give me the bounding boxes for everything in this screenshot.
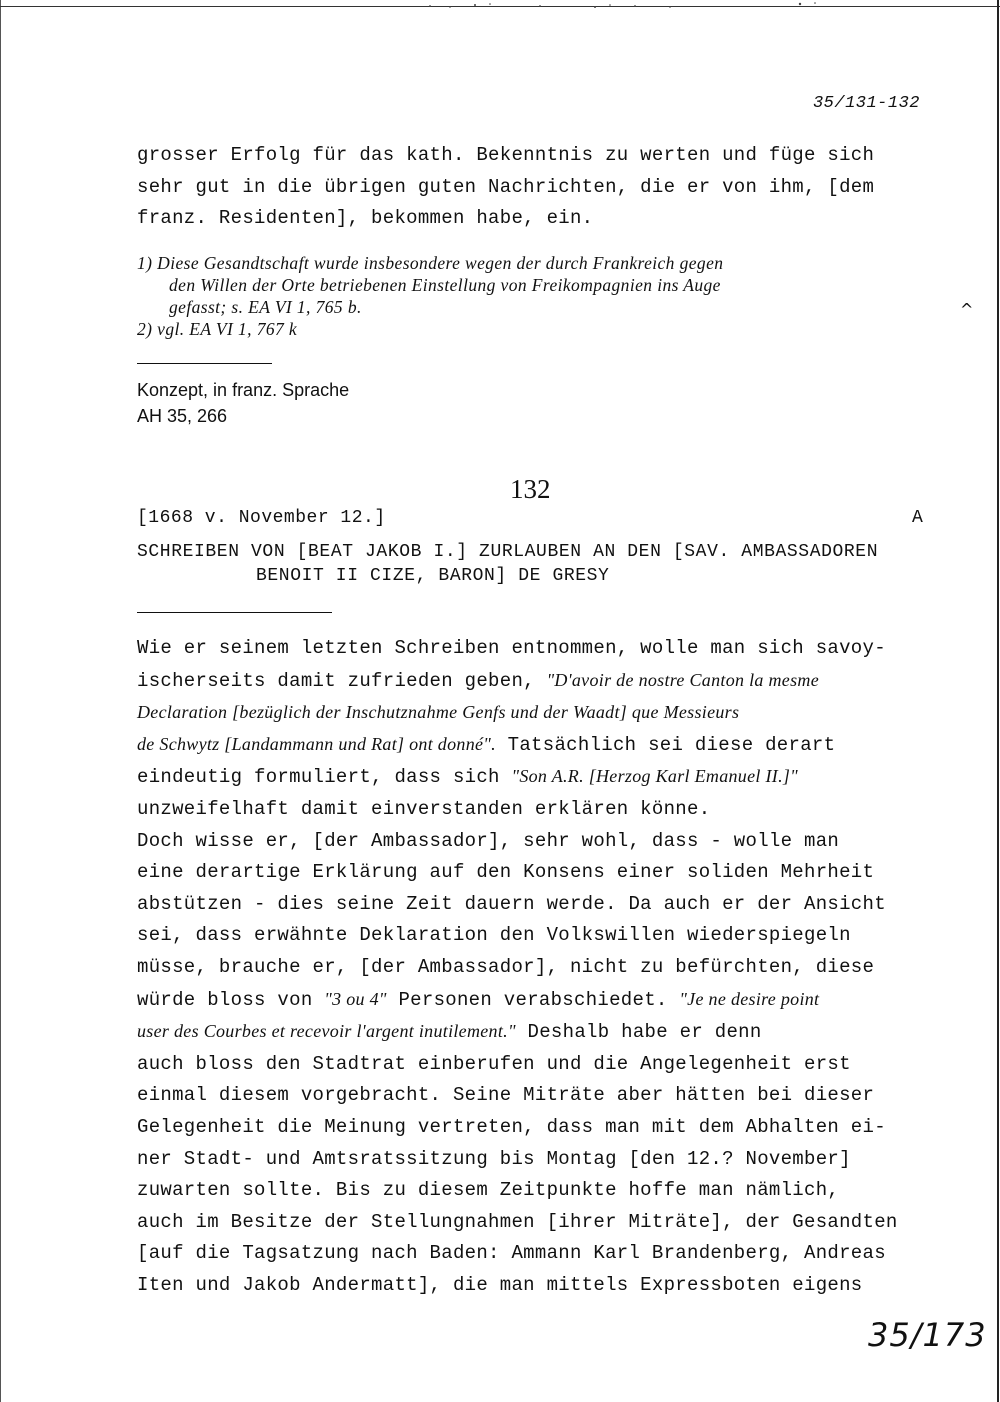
scan-noise <box>420 0 840 10</box>
intro-line: grosser Erfolg für das kath. Bekenntnis zu werten und füge sich <box>137 144 875 166</box>
body-line <box>137 984 927 1017</box>
body-line: müsse, brauche er, [der Ambassador], nicht zu befürchten, diese <box>137 955 875 978</box>
body-line: zuwarten sollte. Bis zu diesem Zeitpunkte hoffe man nämlich, <box>137 1179 840 1202</box>
intro-line: sehr gut in die übrigen guten Nachrichten, die er von ihm, [dem <box>137 175 875 198</box>
quote-french: "Son A.R. [Herzog Karl Emanuel II.]" <box>511 766 799 787</box>
footnote-line: 1) Diese Gesandtschaft wurde insbesondere wegen der durch Frankreich gegen <box>137 253 724 273</box>
body-line: ner Stadt- und Amtsratssitzung bis Montag [den 12.? November] <box>137 1147 851 1170</box>
scan-left-edge <box>0 0 1 1402</box>
body-line: auch bloss den Stadtrat einberufen und die Angelegenheit erst <box>137 1052 851 1075</box>
separator-rule <box>137 363 272 364</box>
body-text: würde bloss von <box>137 988 325 1011</box>
body-line <box>137 1016 927 1049</box>
body-text: eindeutig formuliert, dass sich <box>137 766 512 789</box>
body-line <box>137 761 927 794</box>
quote-french: "3 ou 4" <box>324 988 387 1009</box>
footnote-1 <box>137 252 723 340</box>
body-text: ischerseits damit zufrieden geben, <box>137 669 547 692</box>
body-line: auch im Besitze der Stellungnahmen [ihrer Miträte], der Gesandten <box>137 1210 898 1233</box>
source-language: Konzept, in franz. Sprache <box>137 380 350 400</box>
scan-right-edge <box>997 0 999 1402</box>
heading-line: SCHREIBEN VON [BEAT JAKOB I.] ZURLAUBEN AN DEN [SAV. AMBASSADOREN <box>137 542 879 562</box>
body-text: Deshalb habe er denn <box>515 1021 762 1044</box>
body-text: Personen verabschiedet. <box>386 988 680 1011</box>
body-line: Gelegenheit die Meinung vertreten, dass man mit dem Abhalten ei- <box>137 1115 886 1138</box>
margin-mark: ^ <box>960 300 974 319</box>
intro-line: franz. Residenten], bekommen habe, ein. <box>137 207 594 230</box>
document-category: A <box>912 508 923 528</box>
body-line <box>137 729 927 762</box>
source-archive: AH 35, 266 <box>137 406 228 426</box>
body-line: abstützen - dies seine Zeit dauern werde. Da auch er der Ansicht <box>137 892 886 915</box>
body-line: Iten und Jakob Andermatt], die man mittels Expressboten eigens <box>137 1273 863 1296</box>
source-note <box>137 377 349 429</box>
body-line: Wie er seinem letzten Schreiben entnommen, wolle man sich savoy- <box>137 637 886 659</box>
body-line: unzweifelhaft damit einverstanden erklären könne. <box>137 797 711 820</box>
footnote-line: gefasst; s. EA VI 1, 765 b. <box>169 297 362 317</box>
quote-french: de Schwytz [Landammann und Rat] ont donné". <box>137 733 496 754</box>
body-line: sei, dass erwähnte Deklaration den Volkswillen wiederspiegeln <box>137 924 851 947</box>
body-line <box>137 665 927 698</box>
body-line: eine derartige Erklärung auf den Konsens einer soliden Mehrheit <box>137 861 875 884</box>
handwritten-folio-number: 35/173 <box>868 1316 987 1354</box>
document-number: 132 <box>510 474 551 504</box>
document-heading <box>137 540 878 588</box>
heading-line: BENOIT II CIZE, BARON] DE GRESY <box>256 566 610 586</box>
quote-french: "Je ne desire point <box>679 988 820 1009</box>
body-line: Doch wisse er, [der Ambassador], sehr wohl, dass - wolle man <box>137 829 840 852</box>
body-line-italic: Declaration [bezüglich der Inschutznahme Genfs und der Waadt] que Messieurs <box>137 702 740 723</box>
separator-rule <box>137 612 332 613</box>
intro-paragraph <box>137 140 927 235</box>
quote-french: user des Courbes et recevoir l'argent inutilement." <box>137 1021 516 1042</box>
body-paragraph <box>137 633 927 1301</box>
footnote-2: 2) vgl. EA VI 1, 767 k <box>137 319 298 339</box>
footnote-line: den Willen der Orte betriebenen Einstellung von Freikompagnien ins Auge <box>169 275 721 295</box>
body-line: [auf die Tagsatzung nach Baden: Ammann Karl Brandenberg, Andreas <box>137 1242 886 1265</box>
body-text: Tatsächlich sei diese derart <box>495 733 836 756</box>
body-line: einmal diesem vorgebracht. Seine Miträte aber hätten bei dieser <box>137 1084 875 1107</box>
page-reference: 35/131-132 <box>812 94 920 113</box>
document-date: [1668 v. November 12.] <box>137 508 386 528</box>
quote-french: "D'avoir de nostre Canton la mesme <box>546 669 819 690</box>
